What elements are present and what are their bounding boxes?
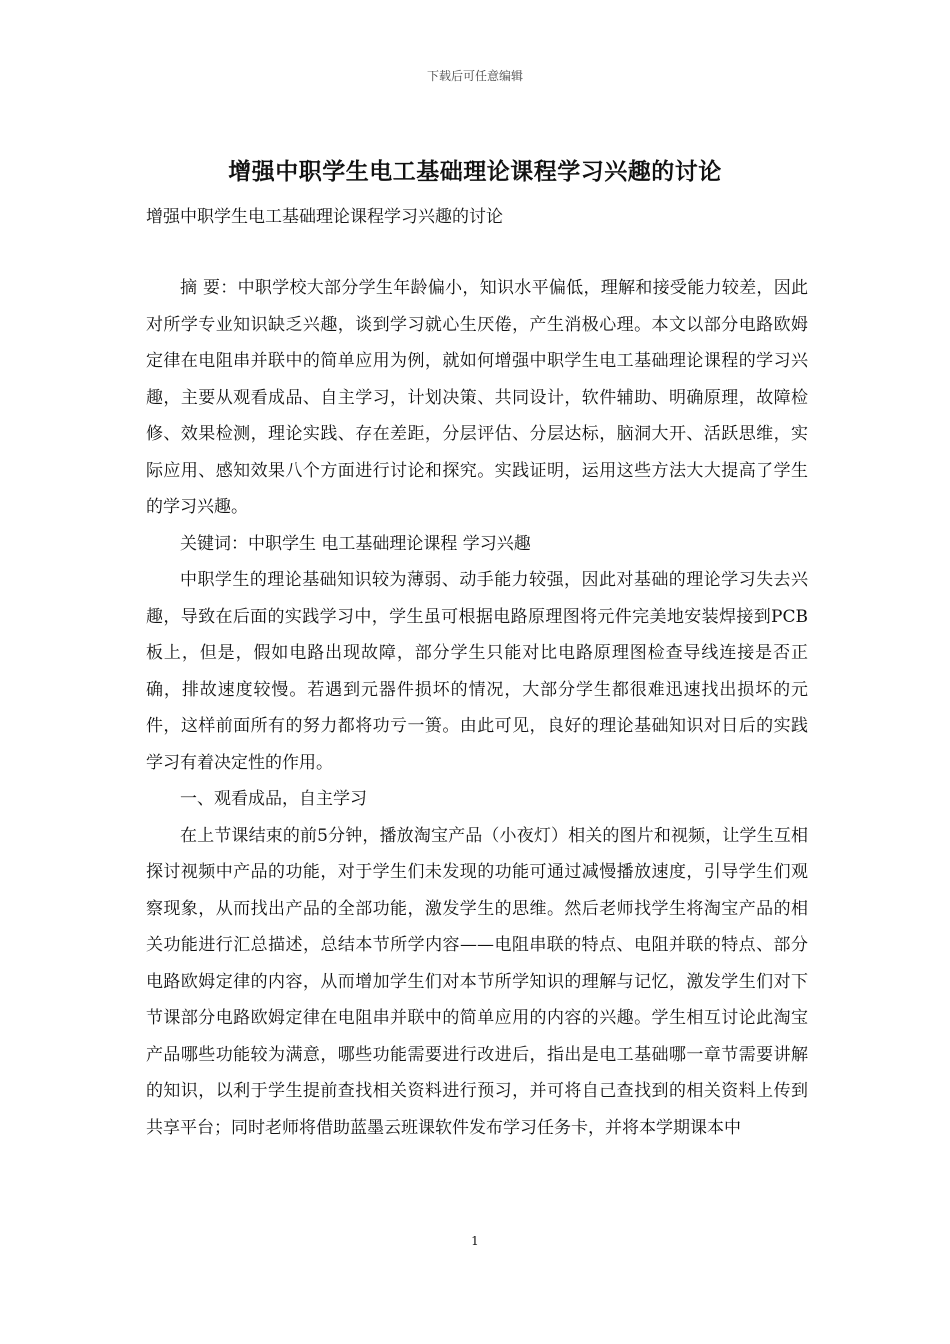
document-title: 增强中职学生电工基础理论课程学习兴趣的讨论 xyxy=(228,158,722,185)
page-number: 1 xyxy=(471,1234,479,1248)
abstract-paragraph: 摘 要：中职学校大部分学生年龄偏小，知识水平偏低，理解和接受能力较差，因此对所学专业知识缺乏兴趣，谈到学习就心生厌倦，产生消极心理。本文以部分电路欧姆定律在电阻串并联中的简单应用为例，就如何增强中职学生电工基础理论课程的学习兴趣，主要从观看成品、自主学习，计划决策、共同设计，软件辅助、明确原理，故障检修、效果检测，理论实践、存在差距，分层评估、分层达标，脑洞大开、活跃思维，实际应用、感知效果八个方面进行讨论和探究。实践证明，运用这些方法大大提高了学生的学习兴趣。 xyxy=(146,278,808,517)
document-subtitle: 增强中职学生电工基础理论课程学习兴趣的讨论 xyxy=(146,207,503,227)
intro-paragraph: 中职学生的理论基础知识较为薄弱、动手能力较强，因此对基础的理论学习失去兴趣，导致在后面的实践学习中，学生虽可根据电路原理图将元件完美地安装焊接到PCB板上，但是，假如电路出现故障，部分学生只能对比电路原理图检查导线连接是否正确，排故速度较慢。若遇到元器件损坏的情况，大部分学生都很难迅速找出损坏的元件，这样前面所有的努力都将功亏一篑。由此可见，良好的理论基础知识对日后的实践学习有着决定性的作用。 xyxy=(146,570,808,773)
header-note: 下载后可任意编辑 xyxy=(426,69,523,83)
section-heading: 一、观看成品，自主学习 xyxy=(180,789,367,809)
section-paragraph: 在上节课结束的前5分钟，播放淘宝产品（小夜灯）相关的图片和视频，让学生互相探讨视频中产品的功能，对于学生们未发现的功能可通过减慢播放速度，引导学生们观察现象，从而找出产品的全部功能，激发学生的思维。然后老师找学生将淘宝产品的相关功能进行汇总描述，总结本节所学内容——电阻串联的特点、电阻并联的特点、部分电路欧姆定律的内容，从而增加学生们对本节所学知识的理解与记忆，激发学生们对下节课部分电路欧姆定律在电阻串并联中的简单应用的内容的兴趣。学生相互讨论此淘宝产品哪些功能较为满意，哪些功能需要进行改进后，指出是电工基础哪一章节需要讲解的知识，以利于学生提前查找相关资料进行预习，并可将自己查找到的相关资料上传到共享平台；同时老师将借助蓝墨云班课软件发布学习任务卡，并将本学期课本中 xyxy=(146,825,808,1138)
keywords-paragraph: 关键词：中职学生 电工基础理论课程 学习兴趣 xyxy=(180,533,531,554)
body-text xyxy=(146,270,808,1146)
